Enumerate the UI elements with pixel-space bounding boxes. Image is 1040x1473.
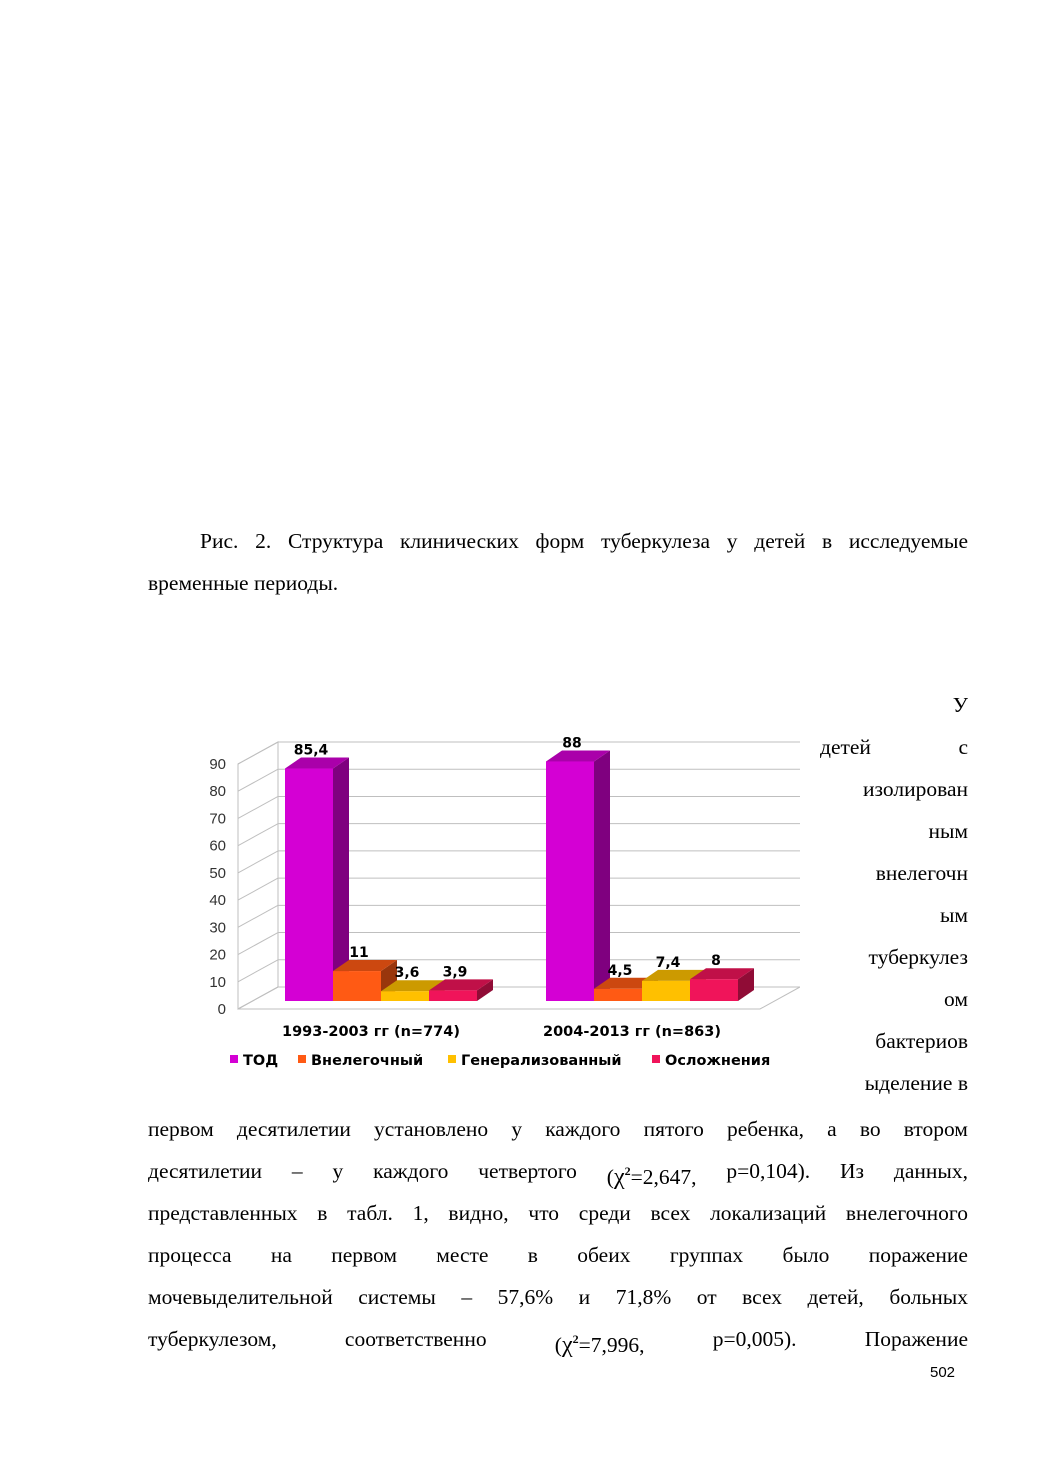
data-label: 8 [711,953,721,970]
side-line: внелегочн [875,861,968,885]
body-word: данных, [893,1159,968,1183]
body-word: четвертого [478,1159,577,1183]
chi-value: =7,996, [578,1333,645,1357]
legend-swatch [298,1055,306,1063]
body-word: от [696,1285,717,1309]
body-word: во [859,1117,881,1141]
legend-swatch [652,1055,660,1063]
bar-front-face [690,979,738,1001]
side-line: бактериов [875,1029,968,1053]
bar-1-0 [546,750,610,1001]
body-line-2 [148,1150,968,1192]
body-word: втором [903,1117,968,1141]
body-line-3 [148,1192,968,1234]
legend-label: ТОД [243,1053,279,1069]
chi-value: =2,647, [630,1165,697,1189]
body-word: Из [840,1159,865,1183]
chart-legend [230,1053,770,1069]
body-word: p=0,005). [712,1327,797,1351]
legend-swatch [230,1055,238,1063]
data-label: 88 [562,735,582,752]
chart-side-wall [238,742,278,1009]
body-word: в [527,1243,538,1267]
bar-0-0 [285,758,349,1001]
side-line: У [952,693,968,717]
y-tick-label: 30 [209,919,226,937]
y-tick-label: 70 [209,810,226,828]
body-word: а [827,1117,837,1141]
body-word: десятилетии [148,1159,263,1183]
data-label: 85,4 [293,742,329,759]
body-word: в [317,1201,328,1225]
side-word: детей [820,735,871,759]
body-word: всех [742,1285,782,1309]
body-word: первом [331,1243,397,1267]
body-word: 57,6% [497,1285,554,1309]
chi-letter: χ [561,1332,573,1358]
side-line: ом [944,987,968,1011]
bar-front-face [429,990,477,1001]
chi-superscript: 2 [624,1164,631,1178]
body-word: ребенка, [726,1117,805,1141]
body-word: системы [358,1285,436,1309]
bar-front-face [285,769,333,1001]
legend-label: Внелегочный [311,1053,424,1069]
body-word: на [270,1243,292,1267]
body-word: представленных [148,1201,298,1225]
legend-item [448,1053,622,1069]
side-text [820,684,968,1104]
body-word: у [511,1117,523,1141]
body-word: – [291,1159,303,1183]
body-word: p=0,104). [726,1159,811,1183]
caption-line-2: временные периоды. [148,571,339,595]
body-word: и [578,1285,591,1309]
body-word: первом [148,1117,214,1141]
y-tick-label: 50 [209,864,226,882]
body-word: пятого [643,1117,704,1141]
side-line: ыделение в [864,1071,968,1095]
caption-line-1: Рис. 2. Структура клинических форм туберкулеза у детей в исследуемые [200,529,968,553]
body-word: всех [650,1201,691,1225]
data-label: 4,5 [607,962,633,979]
body-word: больных [889,1285,968,1309]
body-line-4 [148,1234,968,1276]
body-word: процесса [148,1243,232,1267]
chi-superscript: 2 [572,1332,579,1346]
body-word: соответственно [344,1327,487,1351]
body-word: установлено [374,1117,489,1141]
body-word: 1, [412,1201,429,1225]
figure-caption [148,520,968,604]
body-word: внелегочного [845,1201,968,1225]
x-category-label: 1993-2003 гг (n=774) [282,1024,460,1040]
body-word: было [782,1243,830,1267]
y-tick-label: 60 [209,837,226,855]
x-category-label: 2004-2013 гг (n=863) [543,1024,721,1040]
body-word: локализаций [710,1201,827,1225]
data-label: 7,4 [655,954,681,971]
legend-item [230,1053,278,1069]
body-word: десятилетии [236,1117,351,1141]
data-label: 3,9 [442,964,468,981]
chi-letter: χ [613,1164,625,1190]
data-label: 11 [349,945,369,962]
body-word: у [332,1159,344,1183]
page-number: 502 [930,1364,956,1381]
body-word: месте [436,1243,489,1267]
y-tick-label: 0 [217,1001,226,1018]
paren: ( [606,1165,614,1189]
bar-front-face [594,989,642,1001]
chi-symbol [614,1164,631,1190]
y-tick-label: 90 [209,756,226,773]
legend-label: Осложнения [665,1053,771,1069]
bar-1-3 [690,968,754,1001]
body-line-5 [148,1276,968,1318]
body-word: – [461,1285,473,1309]
side-line: изолирован [863,777,968,801]
legend-label: Генерализованный [461,1053,622,1069]
bar-front-face [642,981,690,1001]
y-tick-label: 20 [209,946,226,964]
body-word: каждого [373,1159,449,1183]
body-line-1 [148,1108,968,1150]
paren: ( [554,1333,562,1357]
legend-item [652,1053,770,1069]
body-word: среди [578,1201,631,1225]
y-tick-label: 10 [209,973,226,991]
bar-front-face [381,991,429,1001]
body-word: Поражение [864,1327,968,1351]
body-word: видно, [448,1201,509,1225]
body-word: группах [669,1243,744,1267]
y-tick-label: 40 [209,892,226,910]
side-line: ым [939,903,968,927]
chi-symbol [562,1332,579,1358]
body-word: мочевыделительной [148,1285,333,1309]
body-word: поражение [868,1243,968,1267]
chi-square-stat [555,1318,645,1360]
chi-square-stat [607,1150,697,1192]
bar-front-face [546,761,594,1001]
side-word: с [958,735,968,759]
body-word: 71,8% [615,1285,672,1309]
side-line: ным [928,819,968,843]
legend-swatch [448,1055,456,1063]
bar-front-face [333,971,381,1001]
bar-chart [190,720,800,1080]
body-line-6 [148,1318,968,1360]
body-word: туберкулезом, [148,1327,277,1351]
body-text [148,1108,968,1360]
body-word: каждого [545,1117,621,1141]
side-line-justified [820,726,968,768]
body-word: что [528,1201,560,1225]
side-line: туберкулез [868,945,968,969]
y-tick-label: 80 [209,783,226,801]
chart-bars [285,750,754,1001]
body-word: детей, [807,1285,864,1309]
legend-item [298,1053,423,1069]
data-label: 3,6 [394,965,420,982]
body-word: табл. [347,1201,393,1225]
body-word: обеих [577,1243,631,1267]
